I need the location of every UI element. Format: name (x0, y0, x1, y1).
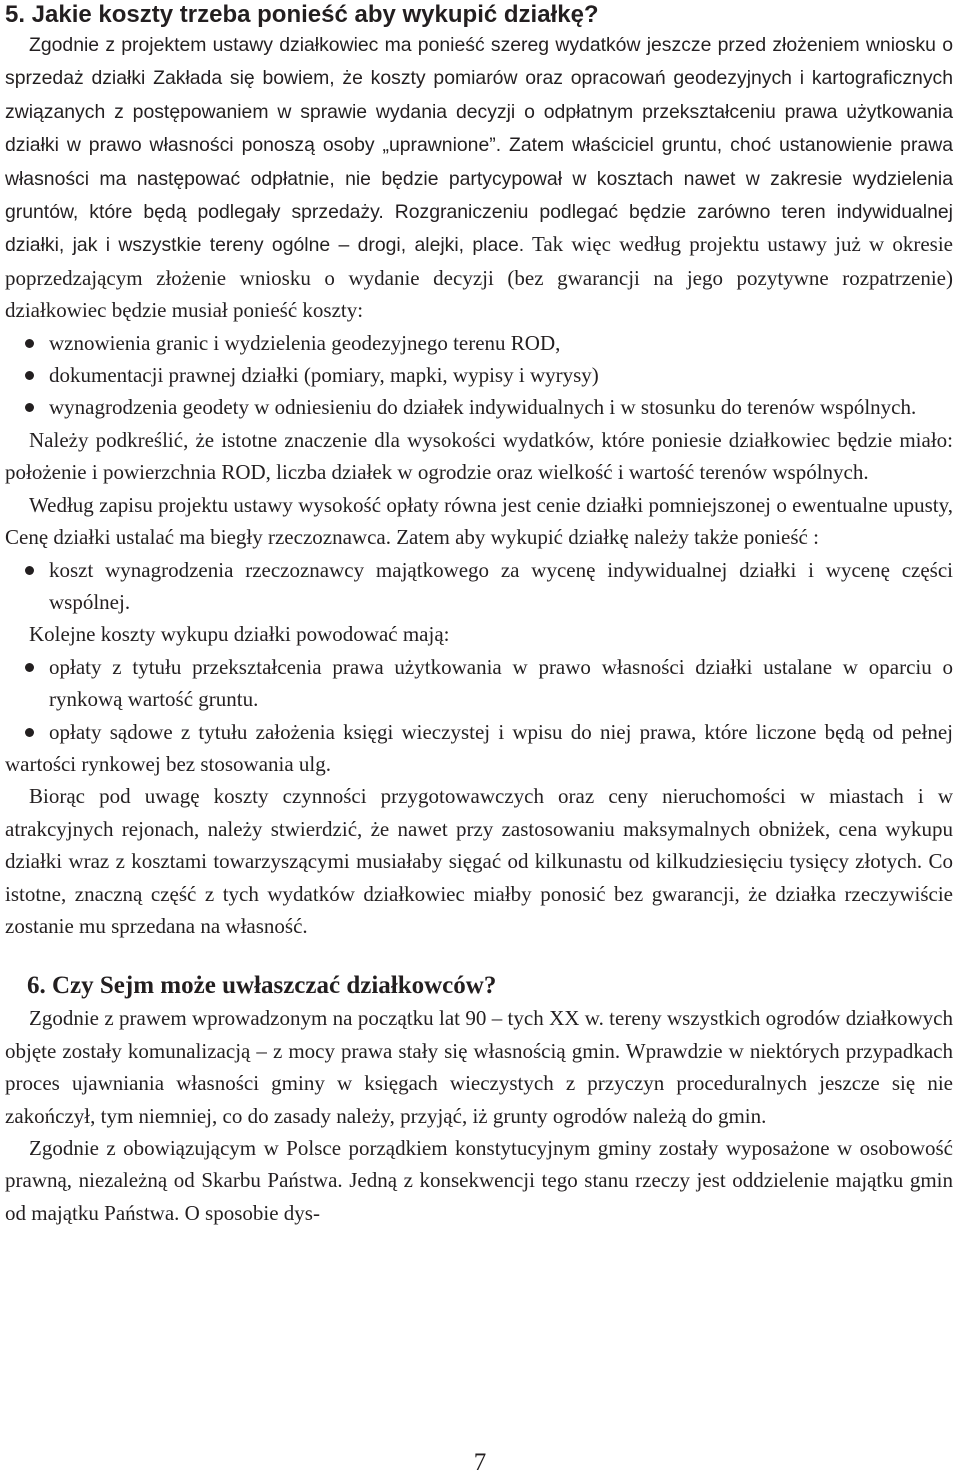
bullet-icon (25, 403, 34, 412)
section-5-paragraph-5: Biorąc pod uwagę koszty czynności przygotowawczych oraz ceny nieruchomości w miastach i w atrakcyjnych rejonach, należy stwierdzić, że nawet przy zastosowaniu maksymalnych obniżek, cena wykupu działki wraz z kosztami towarzyszącymi musiałaby sięgać od kilkunastu od kilkudziesięciu tysięcy złotych. Co istotne, znaczną część z tych wydatków działkowiec miałby ponosić bez gwarancji, że działka rzeczywiście zostanie mu sprzedana na własność. (5, 784, 953, 938)
cost-list-3 (5, 651, 953, 781)
bullet-icon (25, 663, 34, 672)
list-item: wznowienia granic i wydzielenia geodezyjnego terenu ROD, (5, 327, 953, 359)
section-6-paragraph-2: Zgodnie z obowiązującym w Polsce porządkiem konstytucyjnym gminy zostały wyposażone w osobowość prawną, niezależną od Skarbu Państwa. Jedną z konsekwencji tego stanu rzeczy jest oddzielenie majątku gmin od majątku Państwa. O sposobie dys- (5, 1136, 953, 1225)
section-5-paragraph-4: Kolejne koszty wykupu działki powodować mają: (29, 622, 450, 647)
bullet-icon (25, 566, 34, 575)
list-item: opłaty sądowe z tytułu założenia księgi wieczystej i wpisu do niej prawa, które liczone będą od pełnej wartości rynkowej bez stosowania ulg. (5, 719, 953, 776)
list-item: opłaty z tytułu przekształcenia prawa użytkowania w prawo własności działki ustalane w oparciu o rynkową wartość gruntu. (5, 651, 953, 716)
document-page (5, 0, 953, 1229)
section-5-paragraph-1 (5, 28, 953, 327)
section-5-heading: 5. Jakie koszty trzeba ponieść aby wykupić działkę? (5, 1, 599, 28)
section-5-paragraph-3: Według zapisu projektu ustawy wysokość opłaty równa jest cenie działki pomniejszonej o ewentualne upusty, Cenę działki ustalać ma biegły rzeczoznawca. Zatem aby wykupić działkę należy także ponieść : (5, 492, 953, 550)
bullet-icon (25, 371, 34, 380)
section-6-paragraph-1: Zgodnie z prawem wprowadzonym na początku lat 90 – tych XX w. tereny wszystkich ogrodów działkowych objęte zostały komunalizacją – z mocy prawa stały się własnością gmin. Wprawdzie w niektórych przypadkach proces ujawniania własności gminy w księgach wieczystych z przyczyn proceduralnych jeszcze się nie zakończył, tym niemniej, co do zasady należy, przyjąć, iż grunty ogrodów należą do gmin. (5, 1006, 953, 1128)
paragraph-1-serif-part: Tak więc według projektu ustawy już w okresie poprzedzającym złożenie wniosku o wydanie decyzji (bez gwarancji na jego pozytywne rozpatrzenie) działkowiec będzie musiał ponieść koszty: (5, 232, 953, 323)
cost-list-1 (5, 327, 953, 424)
paragraph-1-sans-part: Zgodnie z projektem ustawy działkowiec ma ponieść szereg wydatków jeszcze przed złożeniem wniosku o sprzedaż działki Zakłada się bowiem, że koszty pomiarów oraz opracowań geodezyjnych i kartograficznych związanych z postępowaniem w sprawie wydania decyzji o odpłatnym przekształceniu prawa użytkowania działki w prawo własności ponoszą osoby „uprawnione”. Zatem właściciel gruntu, choć ustanowienie prawa własności ma następować odpłatnie, nie będzie partycypował w kosztach nawet w zakresie wydzielenia gruntów, które będą podlegały sprzedaży. Rozgraniczeniu podlegać będzie zarówno teren indywidualnej działki, jak i wszystkie tereny ogólne – drogi, alejki, place. (5, 34, 953, 257)
bullet-icon (25, 339, 34, 348)
cost-list-2 (5, 554, 953, 619)
list-item: wynagrodzenia geodety w odniesieniu do działek indywidualnych i w stosunku do terenów wspólnych. (5, 391, 953, 423)
list-item: dokumentacji prawnej działki (pomiary, mapki, wypisy i wyrysy) (5, 359, 953, 391)
section-6-heading: 6. Czy Sejm może uwłaszczać działkowców? (27, 972, 497, 1000)
page-number: 7 (473, 1449, 487, 1476)
section-5-paragraph-2: Należy podkreślić, że istotne znaczenie dla wysokości wydatków, które poniesie działkowiec będzie miało: położenie i powierzchnia ROD, liczba działek w ogrodzie oraz wielkość i wartość terenów wspólnych. (5, 427, 953, 485)
list-item: koszt wynagrodzenia rzeczoznawcy majątkowego za wycenę indywidualnej działki i wycenę części wspólnej. (5, 554, 953, 619)
bullet-icon (25, 728, 34, 737)
